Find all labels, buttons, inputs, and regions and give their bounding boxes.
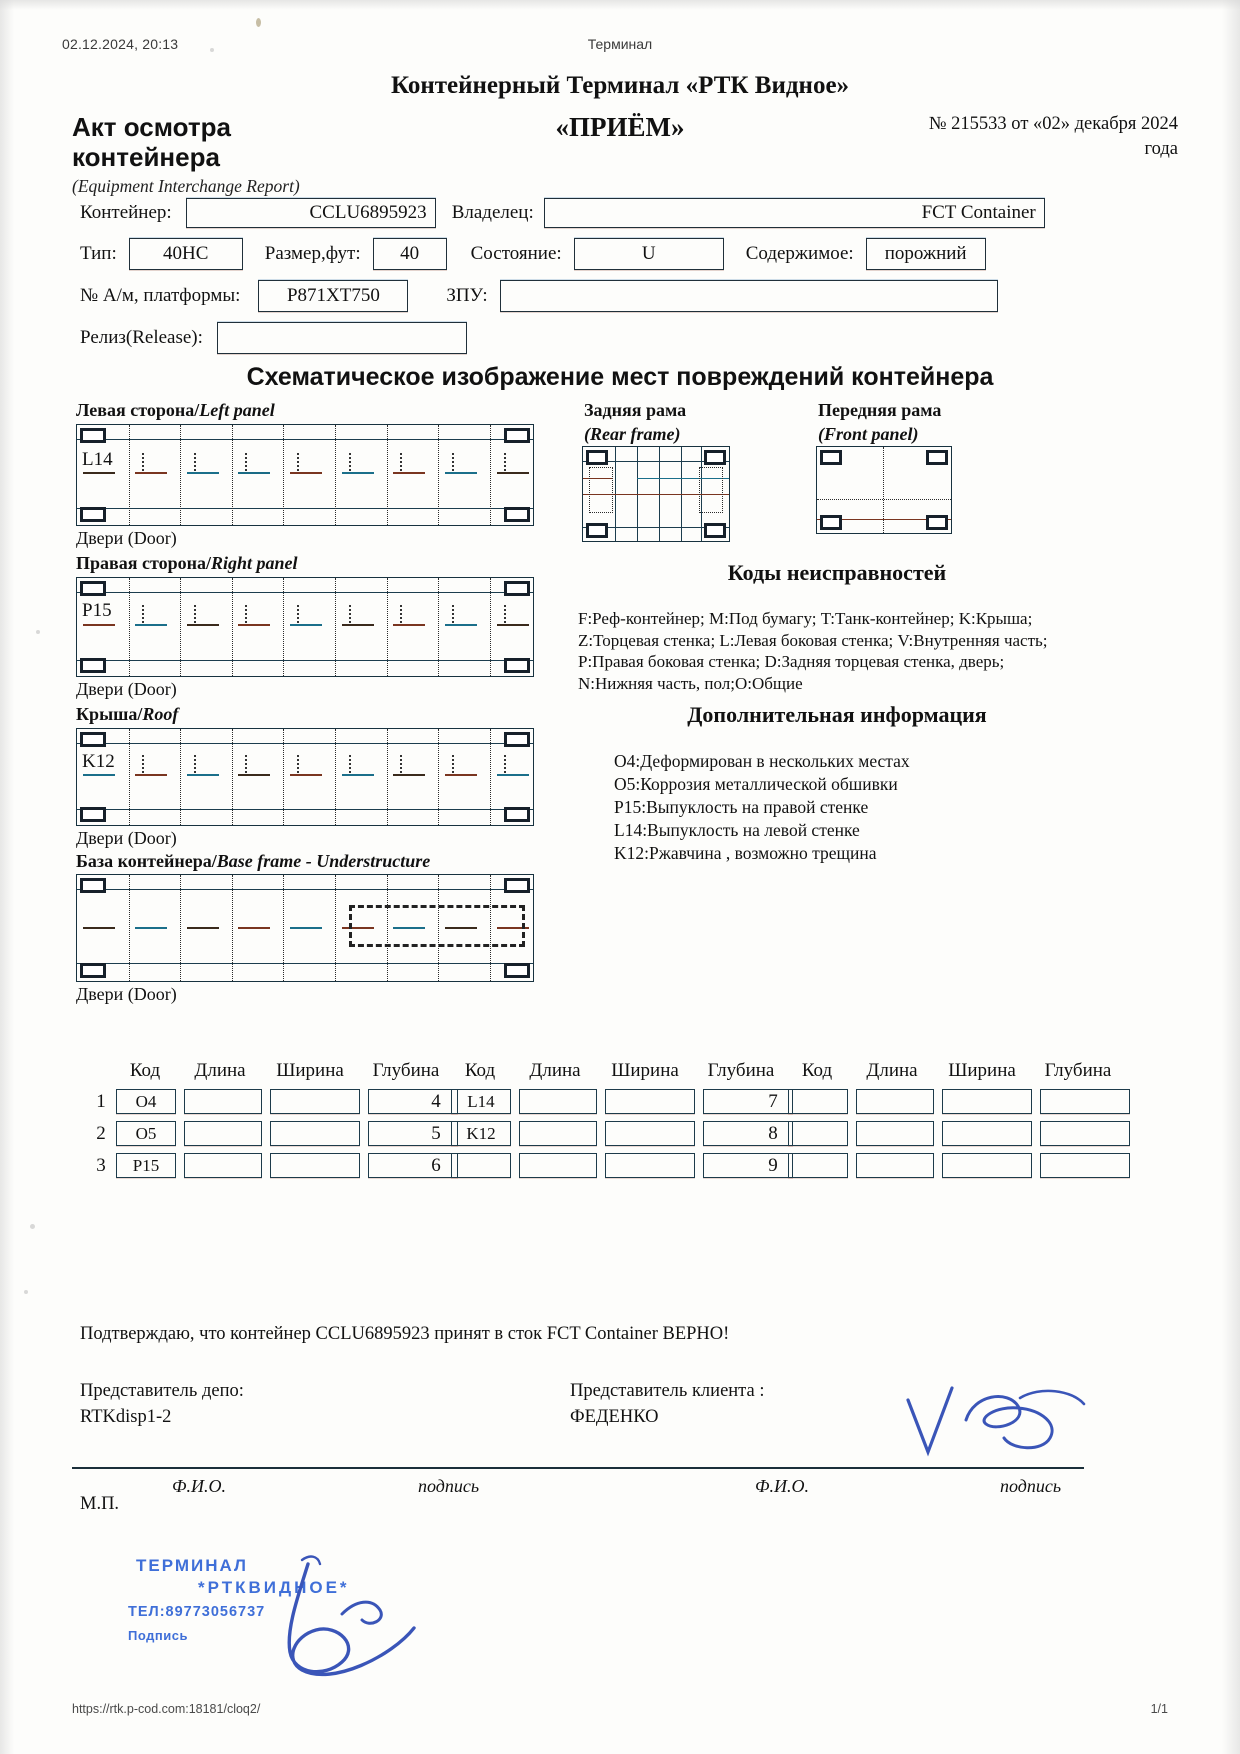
size-label: Размер,фут: [264, 243, 361, 264]
field-row-container [80, 198, 1045, 228]
cell-length[interactable] [184, 1121, 262, 1146]
corner-fitting-icon [820, 450, 842, 465]
cell-width[interactable] [605, 1089, 695, 1114]
additional-info-line: O4:Деформирован в нескольких местах [614, 751, 910, 771]
left-panel-label: Левая сторона/Left panel [76, 400, 275, 420]
cell-code[interactable]: O5 [116, 1121, 176, 1146]
field-row-release [80, 322, 467, 354]
table-row [425, 1153, 793, 1178]
roof-diagram[interactable] [76, 728, 534, 826]
signature-caption-left: подпись [418, 1476, 480, 1496]
cell-width[interactable] [942, 1089, 1032, 1114]
cell-depth[interactable] [1040, 1121, 1130, 1146]
corner-fitting-icon [704, 523, 726, 538]
document-number-line2: года [1144, 139, 1178, 159]
print-date: 02.12.2024, 20:13 [62, 36, 179, 52]
rear-frame-label-en: (Rear frame) [584, 424, 681, 444]
left-panel-door-label: Двери (Door) [76, 528, 177, 548]
table-row [90, 1153, 458, 1178]
roof-damage-code: K12 [82, 751, 115, 772]
column-header-depth: Глубина [1044, 1060, 1112, 1081]
cell-code[interactable]: O4 [116, 1089, 176, 1114]
table-row [425, 1089, 793, 1114]
browser-tab-title: Терминал [587, 36, 653, 52]
roof-label: Крыша/Roof [76, 704, 179, 724]
table-row [762, 1121, 1130, 1146]
corner-fitting-icon [504, 428, 530, 443]
table-row [762, 1153, 1130, 1178]
front-panel-label-ru: Передняя рама [818, 400, 942, 420]
act-title-line2: контейнера [72, 142, 220, 172]
row-index: 6 [431, 1154, 441, 1176]
front-panel-label-en: (Front panel) [818, 424, 919, 444]
cell-depth[interactable] [1040, 1089, 1130, 1114]
base-frame-diagram[interactable] [76, 874, 534, 982]
fault-code-line: F:Реф-контейнер; M:Под бумагу; T:Танк-контейнер; K:Крыша; [578, 609, 1033, 628]
release-input[interactable] [217, 322, 467, 354]
content-input[interactable]: порожний [866, 238, 986, 270]
column-header-length: Длина [529, 1060, 581, 1081]
scan-edge-right [1222, 0, 1240, 1754]
cell-code[interactable]: P15 [116, 1153, 176, 1178]
document-number-line1: № 215533 от «02» декабря 2024 [928, 114, 1178, 134]
scan-speck [256, 18, 261, 27]
signature-caption-right: подпись [1000, 1476, 1062, 1496]
table-row [425, 1121, 793, 1146]
client-rep-name: ФЕДЕНКО [570, 1407, 659, 1427]
field-row-vehicle [80, 280, 998, 312]
fault-codes-title: Коды неисправностей [727, 560, 947, 585]
column-header-length: Длина [194, 1060, 246, 1081]
column-header-length: Длина [866, 1060, 918, 1081]
fault-codes-list [578, 608, 1098, 694]
cell-length[interactable] [856, 1121, 934, 1146]
base-frame-damage-marker [349, 905, 525, 947]
corner-fitting-icon [504, 807, 530, 822]
rear-frame-diagram[interactable] [582, 446, 730, 542]
print-footer-url: https://rtk.p-cod.com:18181/cloq2/ [72, 1702, 261, 1716]
scan-edge-left [0, 0, 14, 1754]
corner-fitting-icon [586, 450, 608, 465]
cell-width[interactable] [605, 1121, 695, 1146]
base-frame-label: База контейнера/Base frame - Understructure [76, 851, 431, 871]
row-index: 9 [768, 1154, 778, 1176]
table-row [762, 1089, 1130, 1114]
column-header-depth: Глубина [372, 1060, 440, 1081]
condition-label: Состояние: [470, 243, 562, 264]
fault-code-line: Z:Торцевая стенка; L:Левая боковая стенка; V:Внутренняя часть; [578, 630, 1048, 650]
column-header-code: Код [801, 1060, 833, 1081]
right-panel-label: Правая сторона/Right panel [76, 553, 298, 573]
cell-length[interactable] [519, 1089, 597, 1114]
corner-fitting-icon [80, 507, 106, 522]
left-panel-diagram[interactable] [76, 424, 534, 526]
document-number [838, 112, 1178, 162]
seal-label: ЗПУ: [446, 285, 488, 306]
table-row [90, 1121, 458, 1146]
roof-door-label: Двери (Door) [76, 828, 177, 848]
corner-fitting-icon [504, 581, 530, 596]
additional-info-line: K12:Ржавчина , возможно трещина [614, 843, 877, 863]
corner-fitting-icon [80, 807, 106, 822]
right-panel-damage-code: P15 [82, 600, 112, 621]
column-header-width: Ширина [948, 1060, 1016, 1081]
corner-fitting-icon [504, 732, 530, 747]
rear-frame-label-ru: Задняя рама [584, 400, 687, 420]
cell-depth[interactable] [1040, 1153, 1130, 1178]
row-index: 8 [768, 1122, 778, 1144]
corner-fitting-icon [504, 878, 530, 893]
fault-code-line: N:Нижняя часть, пол;O:Общие [578, 673, 803, 693]
damage-table-group-1 [90, 1060, 458, 1178]
damage-table-header [762, 1060, 1130, 1082]
cell-width[interactable] [605, 1153, 695, 1178]
cell-length[interactable] [519, 1121, 597, 1146]
owner-input[interactable]: FCT Container [544, 198, 1045, 228]
column-header-depth: Глубина [707, 1060, 775, 1081]
row-index: 3 [96, 1154, 106, 1176]
stamp-line-1: ТЕРМИНАЛ [136, 1556, 248, 1575]
scheme-section-title: Схематическое изображение мест повреждений контейнера [246, 363, 994, 391]
cell-width[interactable] [270, 1121, 360, 1146]
fio-caption-left: Ф.И.О. [172, 1476, 226, 1496]
stamp-line-3: ТЕЛ:89773056737 [128, 1604, 266, 1620]
field-row-type [80, 238, 986, 270]
container-label: Контейнер: [80, 202, 172, 223]
right-panel-diagram[interactable] [76, 577, 534, 677]
operation-title: «ПРИЁМ» [555, 112, 685, 142]
column-header-width: Ширина [276, 1060, 344, 1081]
row-index: 7 [768, 1090, 778, 1112]
fault-code-line: P:Правая боковая стенка; D:Задняя торцевая стенка, дверь; [578, 652, 1005, 671]
additional-info-list [614, 750, 1084, 865]
company-title: Контейнерный Терминал «РТК Видное» [390, 72, 850, 99]
terminal-stamp [128, 1556, 408, 1666]
release-label: Релиз(Release): [80, 327, 203, 348]
seal-caption: М.П. [80, 1494, 120, 1514]
content-label: Содержимое: [745, 243, 854, 264]
cell-width[interactable] [942, 1153, 1032, 1178]
scan-edge-top [0, 0, 1240, 10]
client-rep-label: Представитель клиента : [570, 1381, 765, 1401]
additional-info-line: O5:Коррозия металлической обшивки [614, 774, 898, 794]
additional-info-line: P15:Выпуклость на правой стенке [614, 797, 869, 817]
cell-length[interactable] [519, 1153, 597, 1178]
vehicle-input[interactable]: P871XT750 [258, 280, 408, 312]
right-panel-door-label: Двери (Door) [76, 679, 177, 699]
additional-info-title: Дополнительная информация [687, 702, 987, 727]
confirmation-text: Подтверждаю, что контейнер CCLU6895923 принят в сток FCT Container ВЕРНО! [80, 1324, 730, 1344]
cell-code[interactable]: K12 [451, 1121, 511, 1146]
additional-info-line: L14:Выпуклость на левой стенке [614, 820, 860, 840]
damage-table-group-3 [762, 1060, 1130, 1178]
depot-rep-label: Представитель депо: [80, 1381, 244, 1401]
corner-fitting-icon [504, 507, 530, 522]
stamp-line-2: *РТКВИДНОЕ* [198, 1578, 350, 1597]
base-frame-door-label: Двери (Door) [76, 984, 177, 1004]
corner-fitting-icon [504, 963, 530, 978]
corner-fitting-icon [704, 450, 726, 465]
stamp-line-4: Подпись [128, 1628, 188, 1643]
corner-fitting-icon [926, 450, 948, 465]
column-header-code: Код [464, 1060, 496, 1081]
cell-code[interactable] [788, 1089, 848, 1114]
left-panel-damage-code: L14 [82, 449, 113, 470]
cell-length[interactable] [184, 1089, 262, 1114]
act-title-line1: Акт осмотра [72, 112, 231, 142]
row-index: 2 [96, 1122, 106, 1144]
damage-table-header [425, 1060, 793, 1082]
fio-caption-right: Ф.И.О. [755, 1476, 809, 1496]
corner-fitting-icon [820, 515, 842, 530]
scan-speck [36, 630, 40, 634]
damage-table-group-2 [425, 1060, 793, 1178]
corner-fitting-icon [80, 581, 106, 596]
damage-table-header [90, 1060, 458, 1082]
client-signature [900, 1380, 1110, 1480]
vehicle-label: № А/м, платформы: [80, 285, 241, 306]
cell-code[interactable] [788, 1153, 848, 1178]
condition-input[interactable]: U [574, 238, 724, 270]
corner-fitting-icon [80, 732, 106, 747]
cell-length[interactable] [856, 1153, 934, 1178]
column-header-code: Код [129, 1060, 161, 1081]
table-row [90, 1089, 458, 1114]
corner-fitting-icon [80, 878, 106, 893]
corner-fitting-icon [80, 428, 106, 443]
column-header-width: Ширина [611, 1060, 679, 1081]
corner-fitting-icon [586, 523, 608, 538]
front-panel-diagram[interactable] [816, 446, 952, 534]
container-input[interactable]: CCLU6895923 [186, 198, 436, 228]
cell-width[interactable] [270, 1153, 360, 1178]
depot-representative [80, 1378, 244, 1430]
owner-label: Владелец: [451, 202, 534, 223]
row-index: 4 [431, 1090, 441, 1112]
cell-code[interactable] [451, 1153, 511, 1178]
corner-fitting-icon [80, 658, 106, 673]
scan-speck [30, 1224, 35, 1229]
signature-rule [72, 1467, 1084, 1469]
cell-code[interactable]: L14 [451, 1089, 511, 1114]
corner-fitting-icon [926, 515, 948, 530]
row-index: 5 [431, 1122, 441, 1144]
cell-width[interactable] [270, 1089, 360, 1114]
size-input[interactable]: 40 [373, 238, 447, 270]
client-representative [570, 1378, 764, 1430]
type-label: Тип: [80, 243, 117, 264]
cell-width[interactable] [942, 1121, 1032, 1146]
scan-speck [24, 1290, 28, 1294]
act-subtitle: (Equipment Interchange Report) [72, 176, 300, 196]
print-footer-page: 1/1 [1150, 1702, 1168, 1716]
cell-code[interactable] [788, 1121, 848, 1146]
corner-fitting-icon [504, 658, 530, 673]
depot-rep-name: RTKdisp1-2 [80, 1407, 172, 1427]
cell-length[interactable] [184, 1153, 262, 1178]
cell-length[interactable] [856, 1089, 934, 1114]
corner-fitting-icon [80, 963, 106, 978]
seal-input[interactable] [500, 280, 998, 312]
row-index: 1 [96, 1090, 106, 1112]
type-input[interactable]: 40HC [129, 238, 243, 270]
